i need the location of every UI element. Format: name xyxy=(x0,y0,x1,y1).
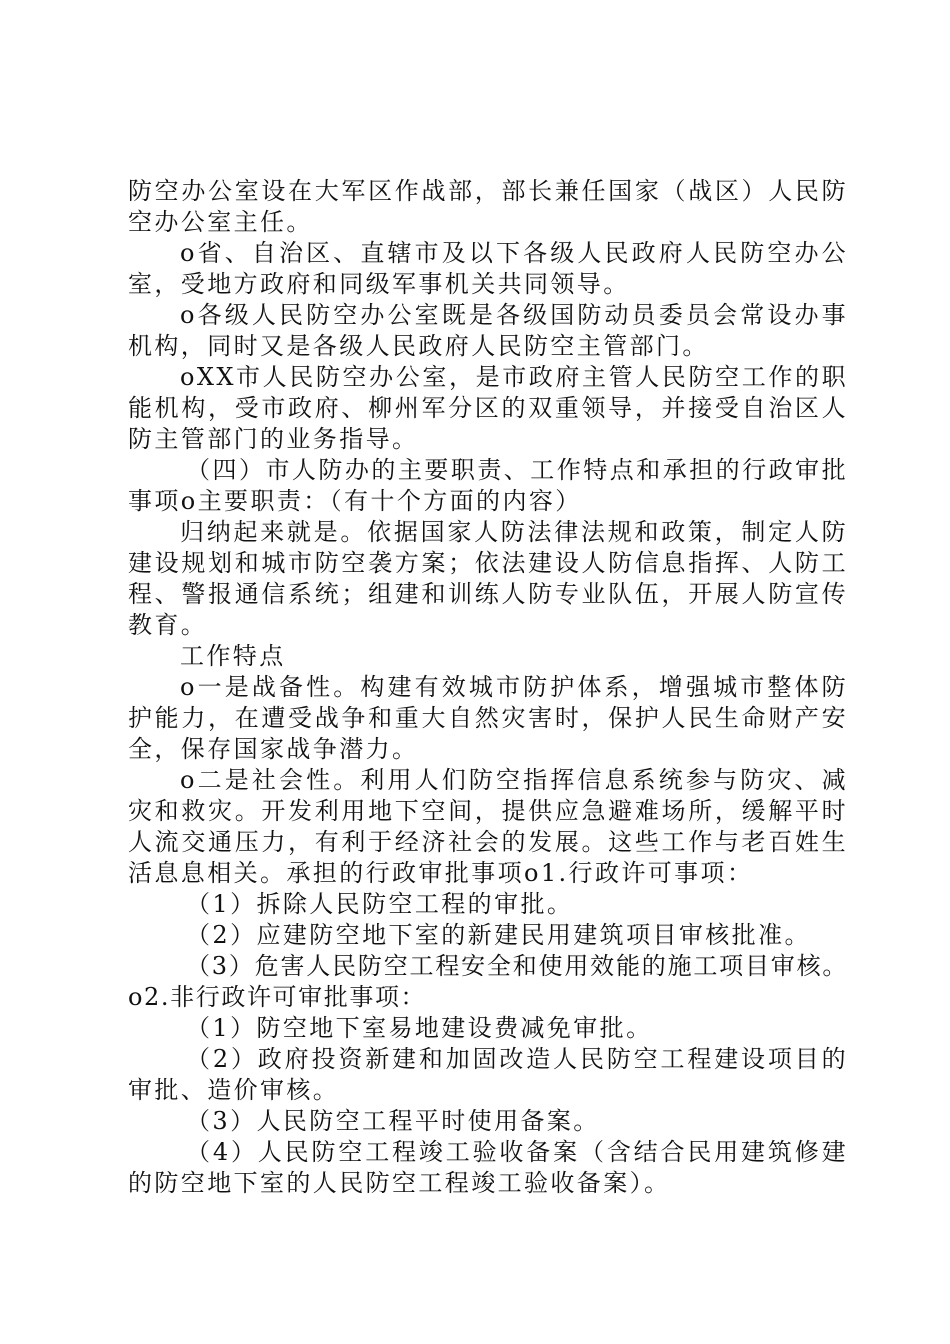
paragraph-9: o二是社会性。利用人们防空指挥信息系统参与防灾、减灾和救灾。开发利用地下空间，提供应急避难场所，缓解平时人流交通压力，有利于经济社会的发展。这些工作与老百姓生活息息相关。承担的行政审批事项o1.行政许可事项： xyxy=(128,766,848,887)
list-item-nonpermit-3: （3）人民防空工程平时使用备案。 xyxy=(186,1107,600,1135)
paragraph-7-subheading: 工作特点 xyxy=(180,642,286,670)
paragraph-4: oXX市人民防空办公室，是市政府主管人民防空工作的职能机构，受市政府、柳州军分区的双重领导，并接受自治区人防主管部门的业务指导。 xyxy=(128,363,848,453)
list-item-permit-2: （2）应建防空地下室的新建民用建筑项目审核批准。 xyxy=(186,921,811,949)
list-item-nonpermit-2: （2）政府投资新建和加固改造人民防空工程建设项目的审批、造价审核。 xyxy=(128,1045,848,1104)
paragraph-2: o省、自治区、直辖市及以下各级人民政府人民防空办公室，受地方政府和同级军事机关共同领导。 xyxy=(128,239,848,298)
paragraph-5-section-heading: （四）市人防办的主要职责、工作特点和承担的行政审批事项o主要职责：（有十个方面的内容） xyxy=(128,456,848,515)
paragraph-3: o各级人民防空办公室既是各级国防动员委员会常设办事机构，同时又是各级人民政府人民防空主管部门。 xyxy=(128,301,848,360)
list-item-nonpermit-1: （1）防空地下室易地建设费减免审批。 xyxy=(186,1014,653,1042)
paragraph-8: o一是战备性。构建有效城市防护体系，增强城市整体防护能力，在遭受战争和重大自然灾害时，保护人民生命财产安全，保存国家战争潜力。 xyxy=(128,673,848,763)
list-item-permit-1: （1）拆除人民防空工程的审批。 xyxy=(186,890,574,918)
list-item-permit-3: （3）危害人民防空工程安全和使用效能的施工项目审核。o2.非行政许可审批事项： xyxy=(128,952,848,1011)
paragraph-1: 防空办公室设在大军区作战部，部长兼任国家（战区）人民防空办公室主任。 xyxy=(128,177,848,236)
document-body xyxy=(128,176,848,1199)
list-item-nonpermit-4: （4）人民防空工程竣工验收备案（含结合民用建筑修建的防空地下室的人民防空工程竣工验收备案）。 xyxy=(128,1138,848,1197)
paragraph-6: 归纳起来就是。依据国家人防法律法规和政策，制定人防建设规划和城市防空袭方案；依法建设人防信息指挥、人防工程、警报通信系统；组建和训练人防专业队伍，开展人防宣传教育。 xyxy=(128,518,848,639)
